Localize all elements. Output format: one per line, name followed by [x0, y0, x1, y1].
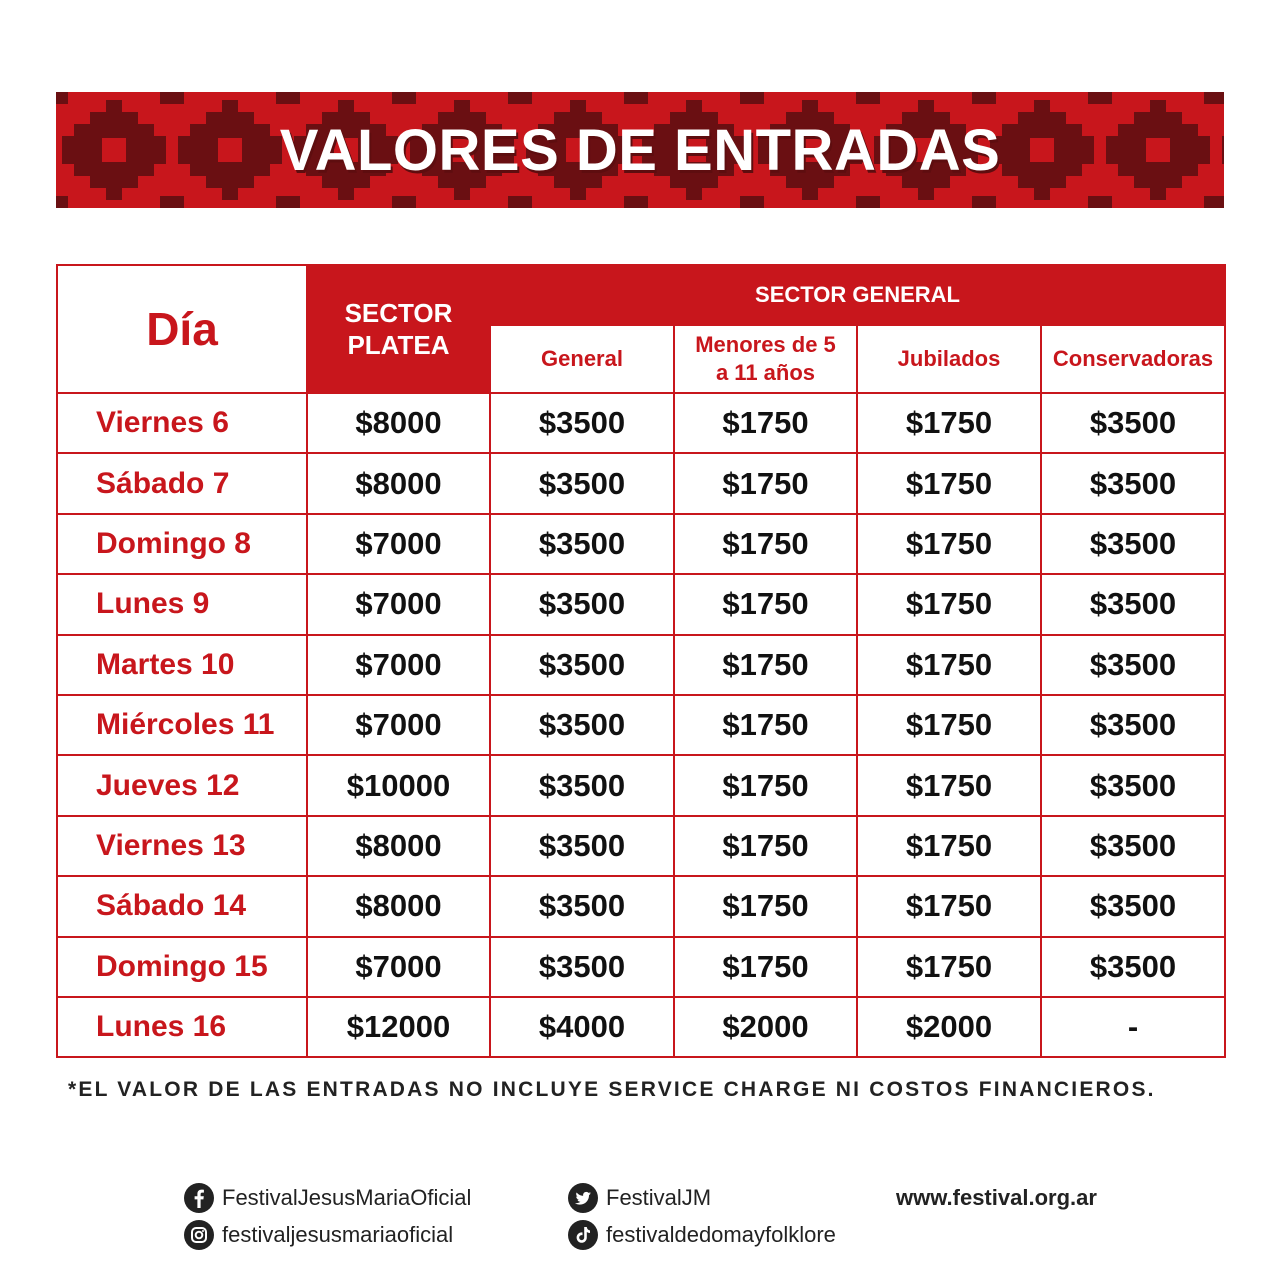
- instagram-handle-text: festivaljesusmariaoficial: [222, 1222, 454, 1247]
- table-row: [57, 574, 1225, 634]
- day-cell: Domingo 8: [57, 514, 307, 574]
- website-link[interactable]: www.festival.org.ar: [896, 1185, 1097, 1210]
- price-conservadoras-cell: $3500: [1041, 816, 1225, 876]
- day-cell: Martes 10: [57, 635, 307, 695]
- price-general-cell: $3500: [490, 876, 674, 936]
- tiktok-handle[interactable]: [568, 1220, 836, 1250]
- price-jubilados-cell: $1750: [857, 453, 1041, 513]
- facebook-icon: [184, 1183, 214, 1213]
- day-cell: Jueves 12: [57, 755, 307, 815]
- disclaimer-text: *EL VALOR DE LAS ENTRADAS NO INCLUYE SERVICE CHARGE NI COSTOS FINANCIEROS.: [68, 1078, 1156, 1101]
- price-general-cell: $3500: [490, 937, 674, 997]
- table-row: [57, 937, 1225, 997]
- price-conservadoras-cell: $3500: [1041, 453, 1225, 513]
- price-conservadoras-cell: $3500: [1041, 574, 1225, 634]
- instagram-icon: [184, 1220, 214, 1250]
- twitter-handle-text: FestivalJM: [606, 1185, 712, 1210]
- price-platea-cell: $8000: [307, 816, 490, 876]
- facebook-handle[interactable]: [184, 1183, 471, 1213]
- price-conservadoras-cell: $3500: [1041, 876, 1225, 936]
- price-general-cell: $3500: [490, 574, 674, 634]
- price-jubilados-cell: $1750: [857, 695, 1041, 755]
- header-sector-platea: SECTOR PLATEA: [307, 265, 490, 393]
- price-conservadoras-cell: $3500: [1041, 635, 1225, 695]
- table-row: [57, 997, 1225, 1057]
- price-general-cell: $3500: [490, 514, 674, 574]
- price-menores-cell: $1750: [674, 876, 857, 936]
- price-general-cell: $3500: [490, 816, 674, 876]
- price-platea-cell: $12000: [307, 997, 490, 1057]
- day-cell: Miércoles 11: [57, 695, 307, 755]
- table-row: [57, 695, 1225, 755]
- header-dia: Día: [57, 265, 307, 393]
- price-jubilados-cell: $2000: [857, 997, 1041, 1057]
- price-platea-cell: $8000: [307, 393, 490, 453]
- price-menores-cell: $1750: [674, 514, 857, 574]
- price-jubilados-cell: $1750: [857, 393, 1041, 453]
- table-row: [57, 514, 1225, 574]
- price-platea-cell: $8000: [307, 876, 490, 936]
- price-table: [56, 264, 1226, 1058]
- day-cell: Viernes 13: [57, 816, 307, 876]
- tiktok-handle-text: festivaldedomayfolklore: [606, 1222, 836, 1247]
- tiktok-icon: [568, 1220, 598, 1250]
- price-jubilados-cell: $1750: [857, 635, 1041, 695]
- price-menores-cell: $1750: [674, 574, 857, 634]
- day-cell: Lunes 16: [57, 997, 307, 1057]
- price-platea-cell: $8000: [307, 453, 490, 513]
- price-menores-cell: $1750: [674, 695, 857, 755]
- header-jubilados: Jubilados: [857, 325, 1041, 393]
- table-row: [57, 816, 1225, 876]
- instagram-handle[interactable]: [184, 1220, 453, 1250]
- price-platea-cell: $7000: [307, 514, 490, 574]
- day-cell: Lunes 9: [57, 574, 307, 634]
- day-cell: Sábado 7: [57, 453, 307, 513]
- price-jubilados-cell: $1750: [857, 755, 1041, 815]
- table-body: [57, 393, 1225, 1057]
- price-conservadoras-cell: -: [1041, 997, 1225, 1057]
- price-menores-cell: $1750: [674, 635, 857, 695]
- price-platea-cell: $7000: [307, 695, 490, 755]
- day-cell: Domingo 15: [57, 937, 307, 997]
- price-general-cell: $3500: [490, 635, 674, 695]
- header-menores: Menores de 5 a 11 años: [674, 325, 857, 393]
- price-jubilados-cell: $1750: [857, 876, 1041, 936]
- price-jubilados-cell: $1750: [857, 937, 1041, 997]
- price-menores-cell: $1750: [674, 937, 857, 997]
- facebook-handle-text: FestivalJesusMariaOficial: [222, 1185, 472, 1210]
- price-menores-cell: $1750: [674, 816, 857, 876]
- table-row: [57, 635, 1225, 695]
- header-sector-general: SECTOR GENERAL: [490, 265, 1225, 325]
- price-general-cell: $3500: [490, 393, 674, 453]
- price-jubilados-cell: $1750: [857, 574, 1041, 634]
- header-conservadoras: Conservadoras: [1041, 325, 1225, 393]
- price-menores-cell: $1750: [674, 393, 857, 453]
- price-general-cell: $3500: [490, 755, 674, 815]
- price-menores-cell: $1750: [674, 453, 857, 513]
- price-general-cell: $4000: [490, 997, 674, 1057]
- price-platea-cell: $7000: [307, 937, 490, 997]
- price-platea-cell: $7000: [307, 635, 490, 695]
- price-conservadoras-cell: $3500: [1041, 755, 1225, 815]
- title-banner: [56, 92, 1224, 208]
- price-menores-cell: $2000: [674, 997, 857, 1057]
- twitter-icon: [568, 1183, 598, 1213]
- twitter-handle[interactable]: [568, 1183, 711, 1213]
- price-conservadoras-cell: $3500: [1041, 514, 1225, 574]
- price-conservadoras-cell: $3500: [1041, 937, 1225, 997]
- price-jubilados-cell: $1750: [857, 816, 1041, 876]
- price-conservadoras-cell: $3500: [1041, 393, 1225, 453]
- table-row: [57, 453, 1225, 513]
- price-platea-cell: $7000: [307, 574, 490, 634]
- day-cell: Viernes 6: [57, 393, 307, 453]
- table-row: [57, 755, 1225, 815]
- price-menores-cell: $1750: [674, 755, 857, 815]
- price-platea-cell: $10000: [307, 755, 490, 815]
- day-cell: Sábado 14: [57, 876, 307, 936]
- price-jubilados-cell: $1750: [857, 514, 1041, 574]
- price-conservadoras-cell: $3500: [1041, 695, 1225, 755]
- table-row: [57, 876, 1225, 936]
- price-general-cell: $3500: [490, 453, 674, 513]
- table-row: [57, 393, 1225, 453]
- header-general: General: [490, 325, 674, 393]
- price-general-cell: $3500: [490, 695, 674, 755]
- page-title: VALORES DE ENTRADAS: [279, 117, 1001, 183]
